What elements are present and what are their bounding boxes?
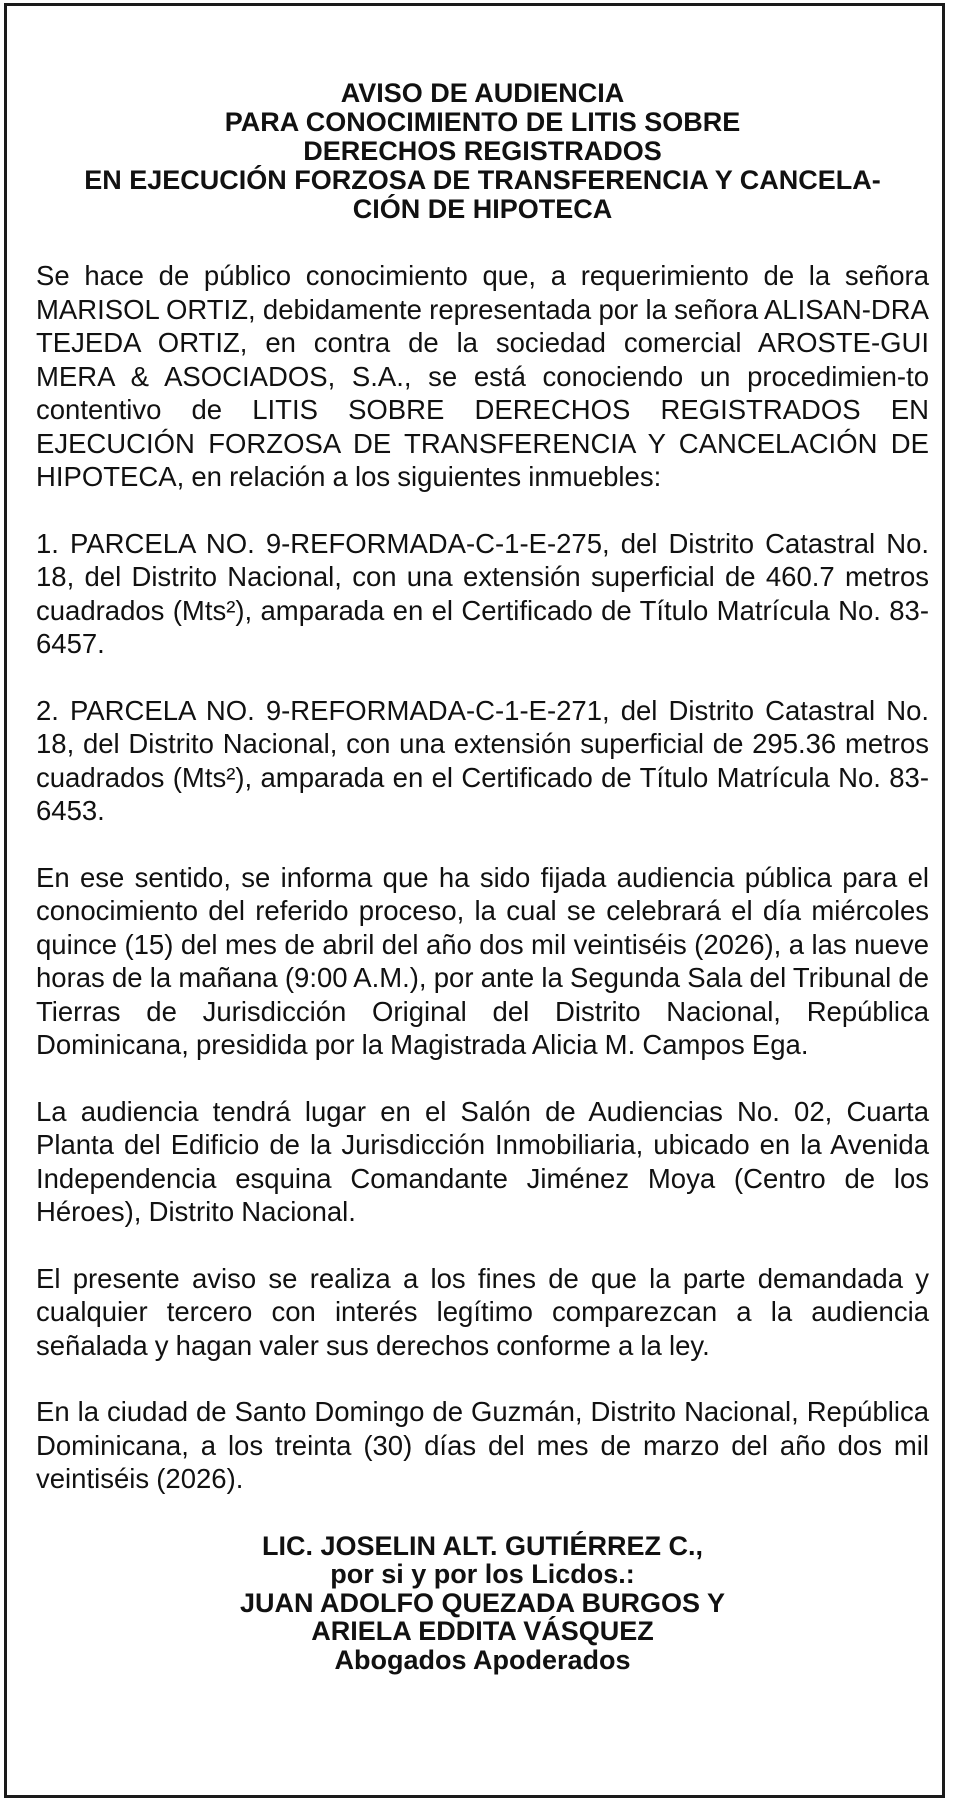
hearing-location-paragraph: La audiencia tendrá lugar en el Salón de Audiencias No. 02, Cuarta Planta del Edificio de la Jurisdicción Inmobiliaria, ubicado en la Avenida Independencia esquina Comandante Jiménez Moya (Centro de los Héroes), Distrito Nacional. (36, 1095, 929, 1227)
title-line: EN EJECUCIÓN FORZOSA DE TRANSFERENCIA Y CANCELA- (84, 165, 881, 195)
hearing-date-paragraph: En ese sentido, se informa que ha sido fijada audiencia pública para el conocimiento del referido proceso, la cual se celebrará el día miércoles quince (15) del mes de abril del año dos mil veintiséis (2026), a las nueve horas de la mañana (9:00 A.M.), por ante la Segunda Sala del Tribunal de Tierras de Jurisdicción Original del Distrito Nacional, República Dominicana, presidida por la Magistrada Alicia M. Campos Ega. (36, 861, 929, 1060)
property-item-2: 2. PARCELA NO. 9-REFORMADA-C-1-E-271, del Distrito Catastral No. 18, del Distrito Nacional, con una extensión superficial de 295.36 metros cuadrados (Mts²), amparada en el Certificado de Título Matrícula No. 83-6453. (36, 694, 929, 826)
property-item-1: 1. PARCELA NO. 9-REFORMADA-C-1-E-275, del Distrito Catastral No. 18, del Distrito Nacional, con una extensión superficial de 460.7 metros cuadrados (Mts²), amparada en el Certificado de Título Matrícula No. 83-6457. (36, 527, 929, 659)
signature-line: JUAN ADOLFO QUEZADA BURGOS Y (239, 1587, 726, 1618)
intro-paragraph: Se hace de público conocimiento que, a requerimiento de la señora MARISOL ORTIZ, debidamente representada por la señora ALISAN-DRA TEJEDA ORTIZ, en contra de la sociedad comercial AROSTE-GUI MERA & ASOCIADOS, S.A., se está conociendo un procedimien-to contentivo de LITIS SOBRE DERECHOS REGISTRADOS EN EJECUCIÓN FORZOSA DE TRANSFERENCIA Y CANCELACIÓN DE HIPOTECA, en relación a los siguientes inmuebles: (36, 260, 929, 492)
signature-line: por si y por los Licdos.: (330, 1559, 635, 1589)
title-line: DERECHOS REGISTRADOS (303, 136, 662, 166)
notice-content (36, 79, 929, 1674)
title-line: AVISO DE AUDIENCIA (340, 78, 625, 108)
notice-frame (4, 3, 945, 1798)
signature-block (36, 1532, 929, 1675)
signature-line: Abogados Apoderados (334, 1644, 631, 1675)
signature-line: LIC. JOSELIN ALT. GUTIÉRREZ C., (261, 1530, 704, 1561)
purpose-paragraph: El presente aviso se realiza a los fines de que la parte demandada y cualquier tercero con interés legítimo comparezcan a la audiencia señalada y hagan valer sus derechos conforme a la ley. (36, 1262, 929, 1361)
signature-line: ARIELA EDDITA VÁSQUEZ (311, 1616, 654, 1646)
title-line: CIÓN DE HIPOTECA (352, 194, 613, 224)
notice-title (36, 79, 929, 224)
title-line: PARA CONOCIMIENTO DE LITIS SOBRE (224, 107, 741, 137)
date-place-paragraph: En la ciudad de Santo Domingo de Guzmán, Distrito Nacional, República Dominicana, a los treinta (30) días del mes de marzo del año dos mil veintiséis (2026). (36, 1396, 929, 1494)
